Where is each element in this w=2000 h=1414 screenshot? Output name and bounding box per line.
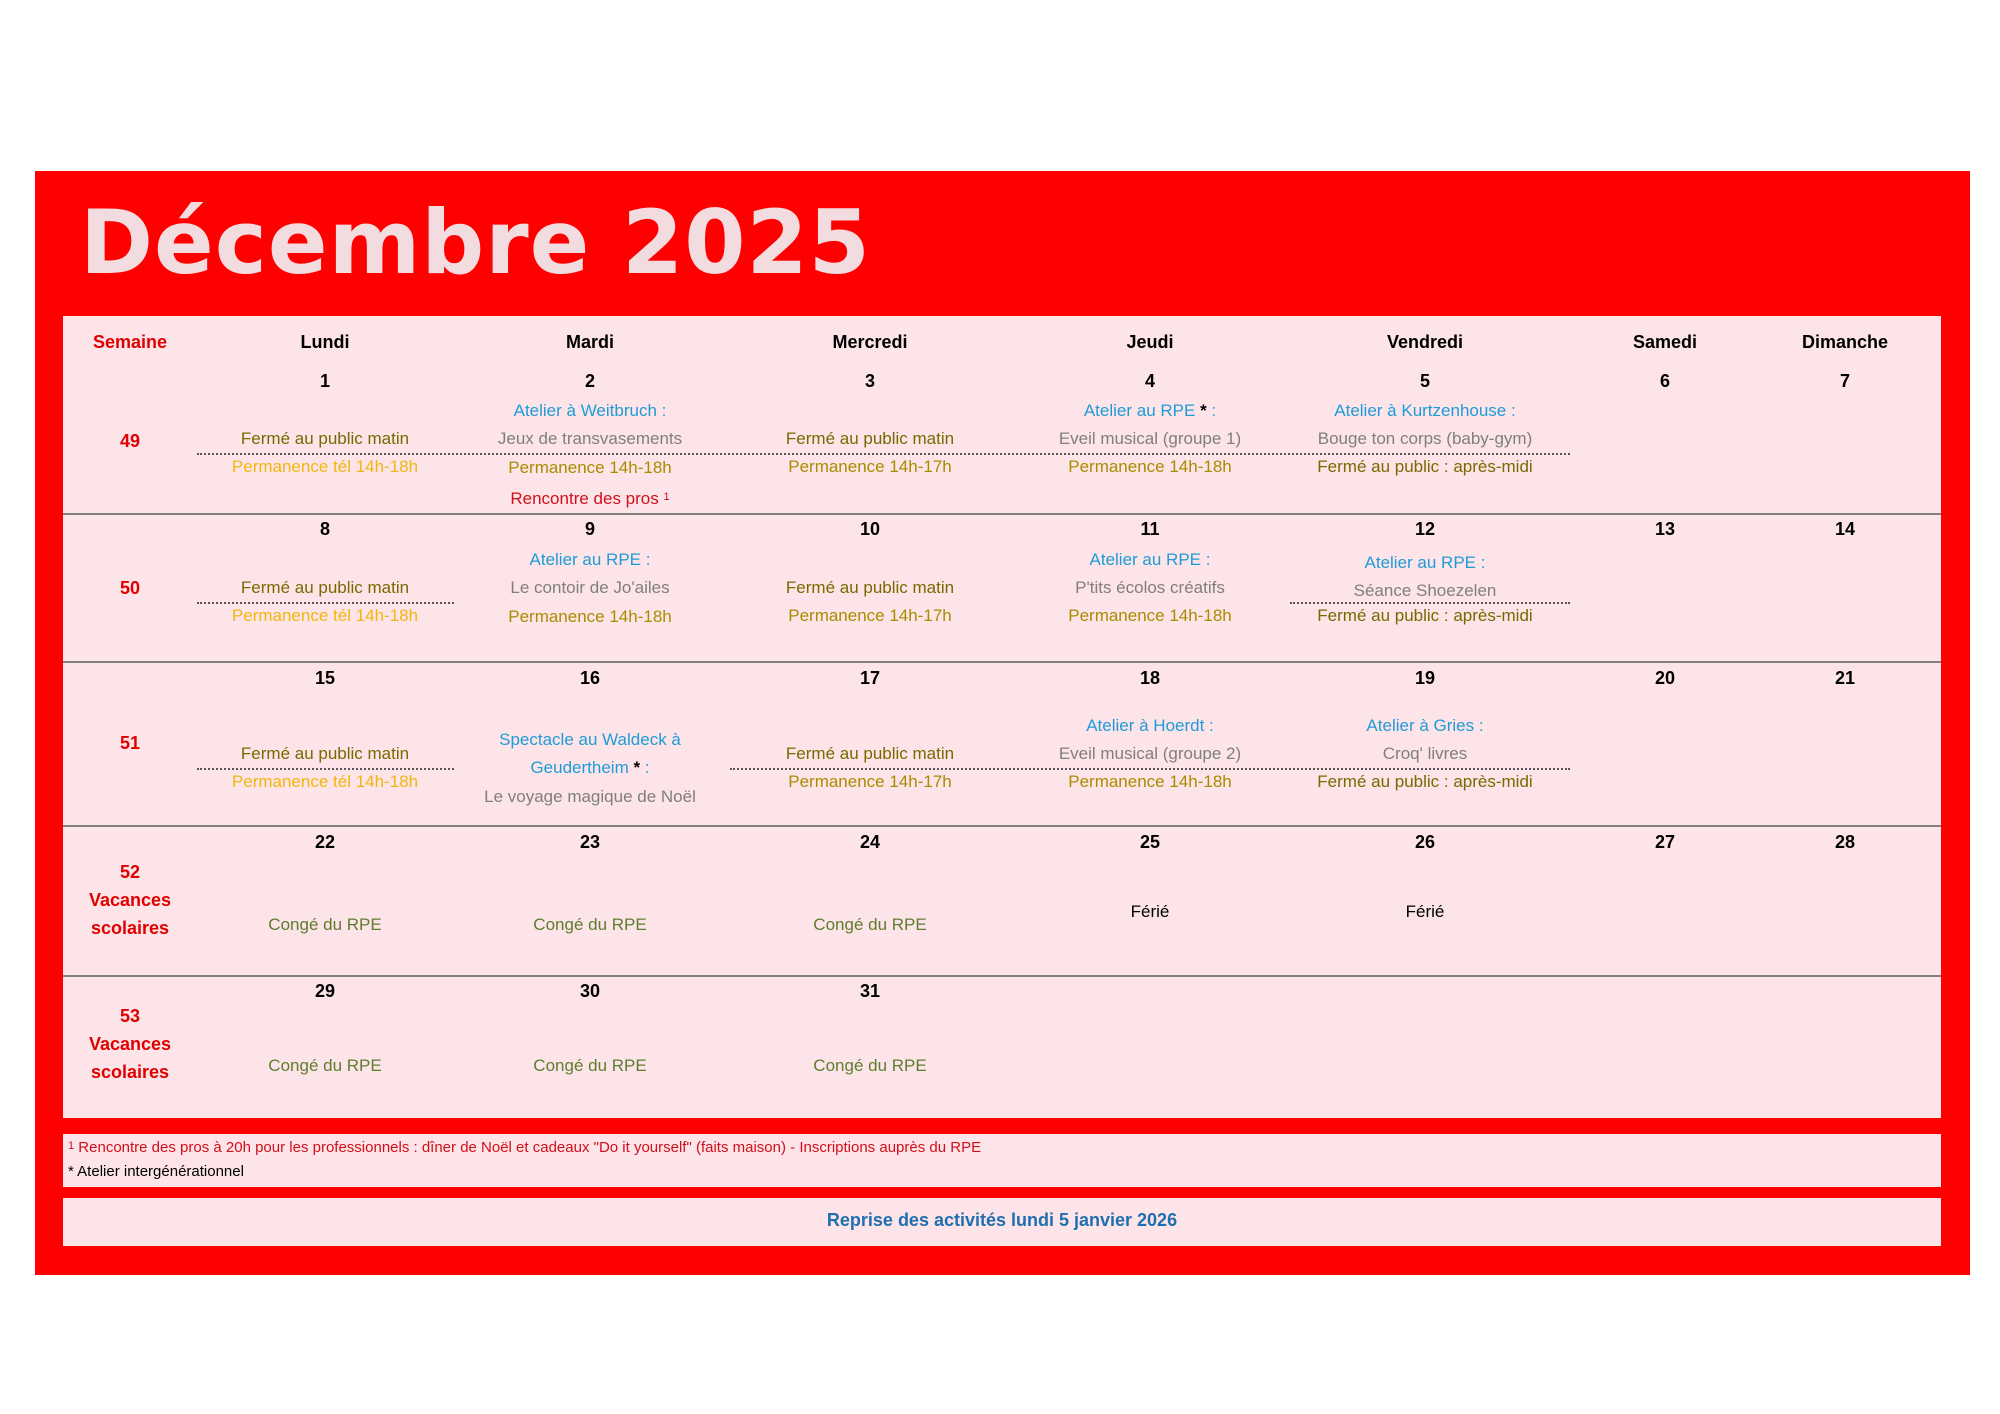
header-mercredi: Mercredi: [832, 332, 908, 352]
tue-conge: Congé du RPE: [533, 915, 647, 934]
header-mardi: Mardi: [565, 332, 614, 352]
footnote-1-text: Rencontre des pros à 20h pour les professionnels : dîner de Noël et cadeaux "Do it yourself" (faits maison) - Inscriptions auprès du RPE: [78, 1139, 982, 1156]
week-label-vacances: Vacances: [88, 890, 172, 910]
tue-permanence: Permanence 14h-18h: [508, 458, 672, 477]
day-number: 15: [314, 668, 336, 688]
fri-ferie: Férié: [1405, 902, 1445, 921]
header-dimanche: Dimanche: [1801, 332, 1889, 352]
thu-activity: Eveil musical (groupe 2): [1058, 744, 1242, 763]
thu-permanence: Permanence 14h-18h: [1068, 457, 1232, 476]
tue-activity: Le contoir de Jo'ailes: [510, 578, 670, 597]
tue-rencontre-pros: [460, 485, 720, 513]
wed-permanence: Permanence 14h-17h: [788, 457, 952, 476]
reprise-box: [63, 1198, 1941, 1246]
page-title: Décembre 2025: [80, 191, 871, 294]
rencontre-label: Rencontre des pros: [510, 489, 659, 508]
wed-ferme-matin: Fermé au public matin: [785, 744, 955, 763]
dotted-separator: [197, 453, 1570, 455]
week-number: 52: [119, 862, 141, 882]
thu-activity: Eveil musical (groupe 1): [1058, 429, 1242, 448]
header-jeudi: Jeudi: [1126, 332, 1174, 352]
footnotes-box: [63, 1134, 1941, 1187]
tue-activity: Jeux de transvasements: [497, 429, 683, 448]
wed-conge: Congé du RPE: [813, 1056, 927, 1075]
dotted-separator: [197, 768, 454, 770]
day-number: 30: [579, 981, 601, 1001]
week-number: 51: [119, 733, 141, 753]
fri-activity: Bouge ton corps (baby-gym): [1317, 429, 1533, 448]
day-number: 13: [1654, 519, 1676, 539]
day-number: 25: [1139, 832, 1161, 852]
mon-conge: Congé du RPE: [268, 1056, 382, 1075]
dotted-separator: [1290, 602, 1570, 604]
wed-ferme-matin: Fermé au public matin: [785, 578, 955, 597]
week-number: 49: [119, 431, 141, 451]
header-vendredi: Vendredi: [1386, 332, 1464, 352]
thu-atelier-colon: :: [1206, 401, 1217, 420]
footnote-2: * Atelier intergénérationnel: [68, 1163, 244, 1180]
row-separator: [63, 661, 1941, 663]
day-number: 3: [864, 371, 875, 391]
spectacle-colon: :: [640, 758, 650, 777]
day-number: 20: [1654, 668, 1676, 688]
day-number: 26: [1414, 832, 1436, 852]
intergenerational-marker: *: [633, 758, 641, 777]
reprise-text: Reprise des activités lundi 5 janvier 2026: [826, 1210, 1178, 1230]
footnote-1: [68, 1138, 981, 1158]
day-number: 12: [1414, 519, 1436, 539]
thu-atelier: Atelier à Hoerdt :: [1086, 716, 1214, 735]
day-number: 18: [1139, 668, 1161, 688]
day-number: 29: [314, 981, 336, 1001]
tue-spectacle-location: [460, 754, 720, 782]
day-number: 28: [1834, 832, 1856, 852]
row-separator: [63, 825, 1941, 827]
mon-ferme-matin: Fermé au public matin: [240, 744, 410, 763]
fri-ferme-apres-midi: Fermé au public : après-midi: [1317, 772, 1533, 791]
day-number: 16: [579, 668, 601, 688]
wed-permanence: Permanence 14h-17h: [788, 772, 952, 791]
day-number: 9: [584, 519, 595, 539]
fri-activity: Séance Shoezelen: [1353, 581, 1497, 600]
day-number: 23: [579, 832, 601, 852]
thu-atelier: [1020, 397, 1280, 425]
mon-permanence-tel: Permanence tél 14h-18h: [231, 457, 419, 476]
dotted-separator: [197, 602, 454, 604]
day-number: 7: [1839, 371, 1850, 391]
fri-atelier: Atelier au RPE :: [1364, 553, 1486, 572]
tue-atelier: Atelier au RPE :: [529, 550, 651, 569]
header-week: Semaine: [92, 332, 168, 352]
fri-atelier: Atelier à Kurtzenhouse :: [1334, 401, 1516, 420]
day-number: 19: [1414, 668, 1436, 688]
tue-permanence: Permanence 14h-18h: [508, 607, 672, 626]
thu-activity: P'tits écolos créatifs: [1075, 578, 1225, 597]
day-number: 11: [1140, 519, 1160, 539]
footnote-ref: 1: [663, 491, 670, 503]
week-number: 53: [119, 1006, 141, 1026]
wed-conge: Congé du RPE: [813, 915, 927, 934]
tue-conge: Congé du RPE: [533, 1056, 647, 1075]
thu-atelier: Atelier au RPE :: [1089, 550, 1211, 569]
thu-atelier-label: Atelier au RPE: [1083, 401, 1196, 420]
fri-ferme-apres-midi: Fermé au public : après-midi: [1317, 606, 1533, 625]
thu-permanence: Permanence 14h-18h: [1068, 772, 1232, 791]
mon-permanence-tel: Permanence tél 14h-18h: [231, 606, 419, 625]
header-samedi: Samedi: [1632, 332, 1698, 352]
day-number: 24: [859, 832, 881, 852]
day-number: 17: [859, 668, 881, 688]
day-number: 27: [1654, 832, 1676, 852]
intergenerational-marker: *: [1200, 401, 1207, 420]
day-number: 31: [859, 981, 881, 1001]
day-number: 22: [314, 832, 336, 852]
dotted-separator: [730, 768, 1570, 770]
header-lundi: Lundi: [300, 332, 350, 352]
fri-activity: Croq' livres: [1382, 744, 1468, 763]
day-number: 1: [319, 371, 330, 391]
day-number: 10: [859, 519, 881, 539]
week-label-vacances: Vacances: [88, 1034, 172, 1054]
thu-permanence: Permanence 14h-18h: [1068, 606, 1232, 625]
thu-ferie: Férié: [1130, 902, 1170, 921]
week-label-scolaires: scolaires: [90, 1062, 170, 1082]
mon-ferme-matin: Fermé au public matin: [240, 578, 410, 597]
tue-activity: Le voyage magique de Noël: [484, 787, 696, 806]
day-number: 21: [1834, 668, 1856, 688]
day-number: 8: [319, 519, 330, 539]
fri-ferme-apres-midi: Fermé au public : après-midi: [1317, 457, 1533, 476]
day-number: 4: [1144, 371, 1155, 391]
mon-ferme-matin: Fermé au public matin: [240, 429, 410, 448]
fri-atelier: Atelier à Gries :: [1366, 716, 1484, 735]
footnote-number: 1: [68, 1140, 75, 1152]
week-number: 50: [119, 578, 141, 598]
day-number: 5: [1419, 371, 1430, 391]
week-label-scolaires: scolaires: [90, 918, 170, 938]
spectacle-town: Geudertheim: [530, 758, 629, 777]
mon-conge: Congé du RPE: [268, 915, 382, 934]
mon-permanence-tel: Permanence tél 14h-18h: [231, 772, 419, 791]
wed-permanence: Permanence 14h-17h: [788, 606, 952, 625]
day-number: 6: [1659, 371, 1670, 391]
tue-spectacle: Spectacle au Waldeck à: [499, 730, 681, 749]
tue-atelier: Atelier à Weitbruch :: [513, 401, 667, 420]
day-number: 2: [584, 371, 595, 391]
day-number: 14: [1834, 519, 1856, 539]
wed-ferme-matin: Fermé au public matin: [785, 429, 955, 448]
